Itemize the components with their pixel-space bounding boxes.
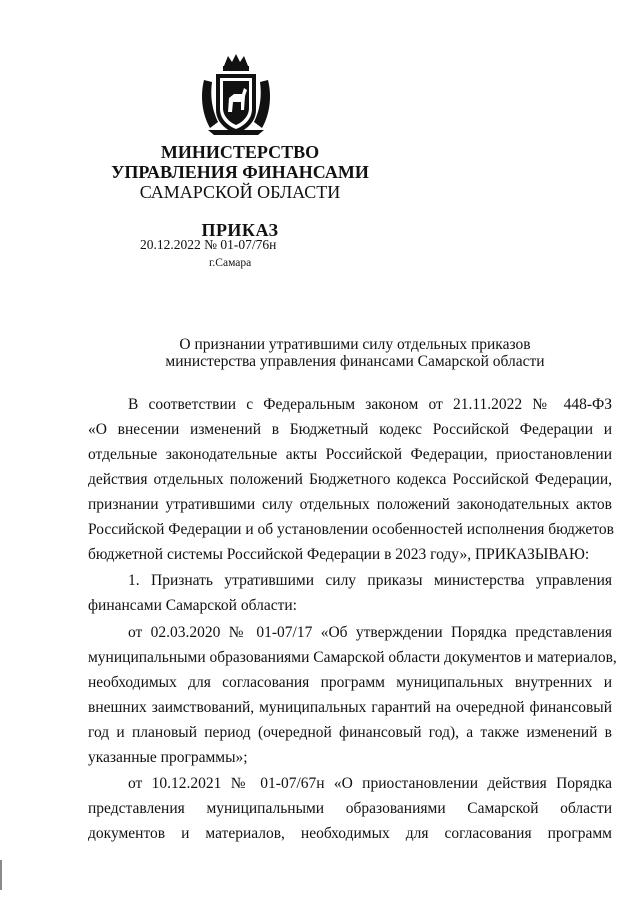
body-line: необходимых для согласования программ муниципальных внутренних и — [88, 674, 612, 691]
body-line: бюджетной системы Российской Федерации в 2023 году», ПРИКАЗЫВАЮ: — [88, 546, 590, 563]
body-line: «О внесении изменений в Бюджетный кодекс Российской Федерации и — [88, 421, 612, 438]
body-line: финансами Самарской области: — [88, 597, 297, 614]
body-line: муниципальными образованиями Самарской области документов и материалов, — [88, 649, 617, 666]
body-line: представления муниципальными образованиями Самарской области — [88, 800, 612, 817]
body-line: от 02.03.2020 № 01-07/17 «Об утверждении Порядка представления — [128, 624, 612, 641]
ministry-name-line2: УПРАВЛЕНИЯ ФИНАНСАМИ — [111, 162, 369, 182]
body-line: год и плановый период (очередной финансовый год), а также изменений в — [88, 724, 612, 741]
body-line: внешних заимствований, муниципальных гарантий на очередной финансовый — [88, 699, 612, 716]
body-line: 1. Признать утратившими силу приказы министерства управления — [128, 572, 612, 589]
ministry-name-line1: МИНИСТЕРСТВО — [160, 142, 320, 162]
body-line: действия отдельных положений Бюджетного кодекса Российской Федерации, — [88, 471, 612, 488]
scan-edge-mark — [0, 860, 2, 890]
ministry-name-line3: САМАРСКОЙ ОБЛАСТИ — [139, 182, 341, 202]
coat-of-arms-icon — [198, 52, 274, 136]
body-line: от 10.12.2021 № 01-07/67н «О приостановлении действия Порядка — [128, 775, 612, 792]
order-title: ПРИКАЗ — [201, 220, 279, 240]
order-city: г.Самара — [209, 257, 252, 269]
body-line: указанные программы»; — [88, 749, 248, 766]
body-line: признании утратившими силу отдельных положений законодательных актов — [88, 496, 612, 513]
body-line: отдельные законодательные акты Российской Федерации, приостановлении — [88, 446, 612, 463]
body-line: В соответствии с Федеральным законом от 21.11.2022 № 448-ФЗ — [128, 396, 612, 413]
order-subject-line2: министерства управления финансами Самарской области — [165, 353, 545, 370]
body-line: документов и материалов, необходимых для согласования программ — [88, 825, 612, 842]
order-number: 20.12.2022 № 01-07/76н — [140, 237, 277, 252]
body-line: Российской Федерации и об установлении особенностей исполнения бюджетов — [88, 521, 614, 538]
order-subject-line1: О признании утратившими силу отдельных приказов — [179, 336, 531, 353]
